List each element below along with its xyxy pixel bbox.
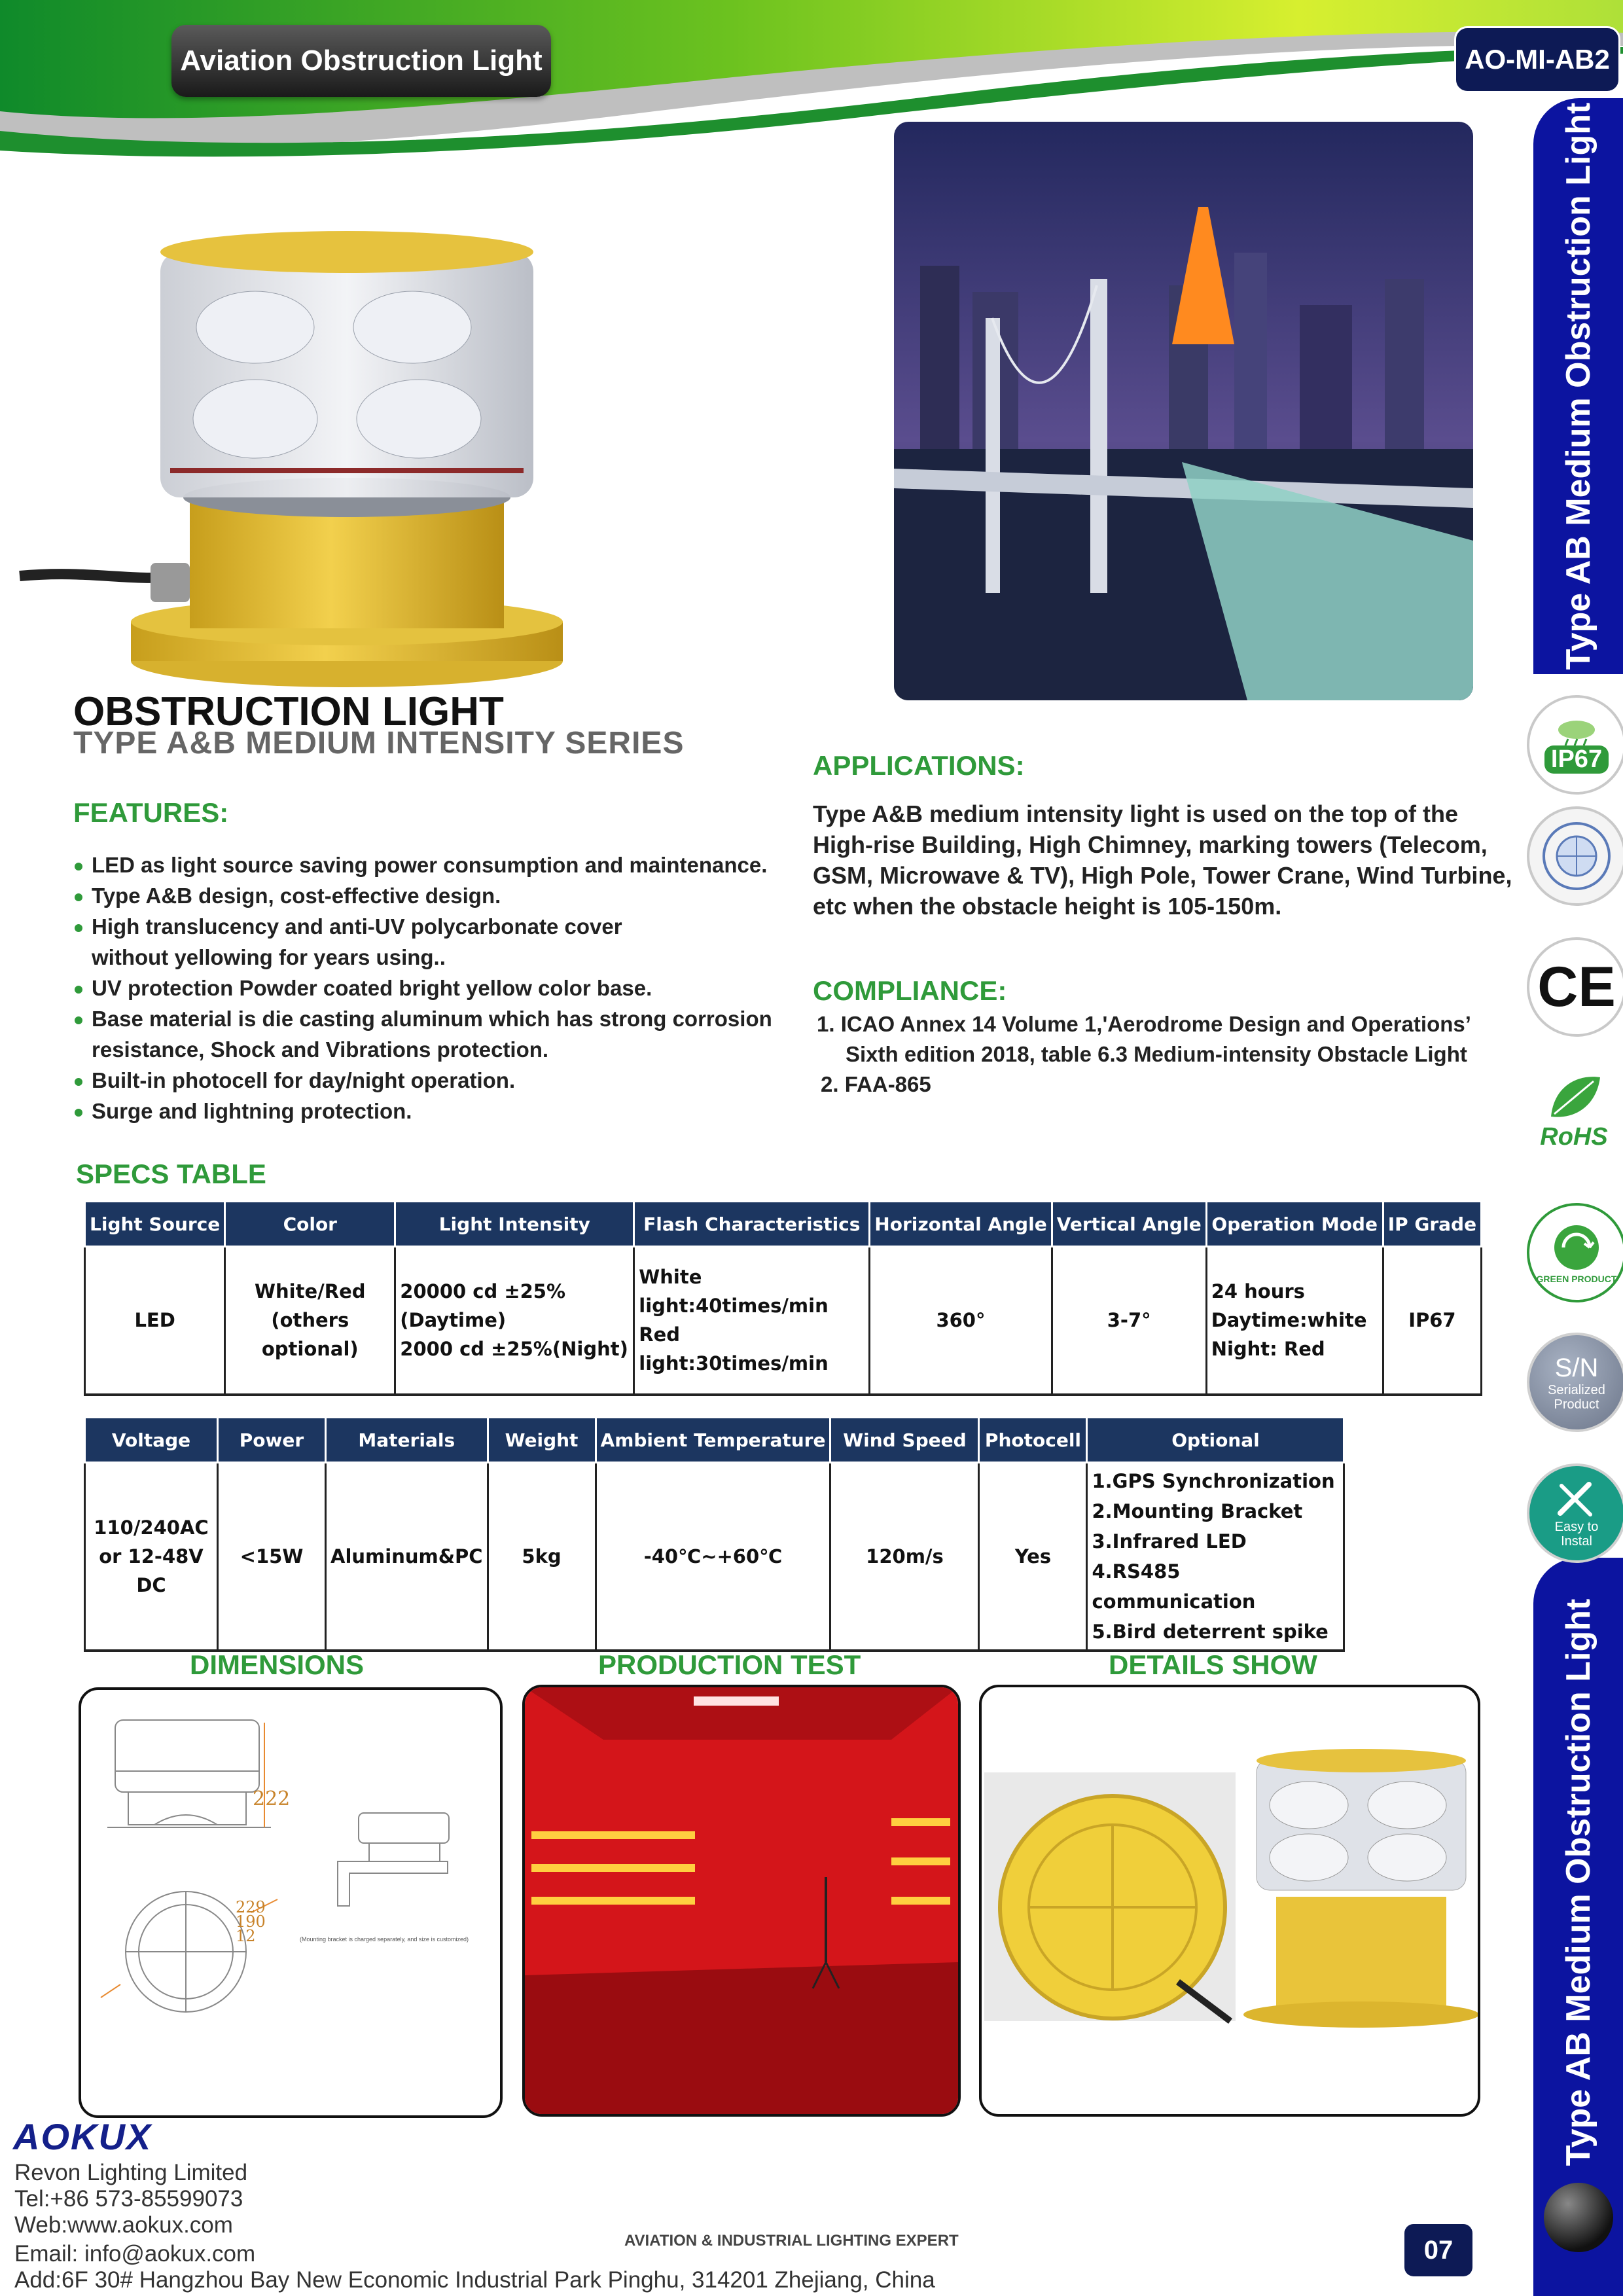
details-heading: DETAILS SHOW bbox=[1109, 1649, 1317, 1680]
feature-item: LED as light source saving power consumption and maintenance. bbox=[73, 850, 813, 880]
product-name: OBSTRUCTION LIGHT bbox=[73, 689, 504, 734]
details-photo bbox=[982, 1687, 1478, 2114]
specs-table-1 bbox=[84, 1200, 1482, 1396]
product-series: TYPE A&B MEDIUM INTENSITY SERIES bbox=[73, 726, 685, 761]
decorative-sphere-icon bbox=[1544, 2183, 1613, 2252]
side-band-top bbox=[1533, 98, 1623, 674]
table-cell bbox=[225, 1247, 395, 1395]
table-header: Light Intensity bbox=[395, 1202, 634, 1247]
production-test-panel bbox=[522, 1685, 961, 2117]
rohs-badge bbox=[1527, 1064, 1621, 1158]
features-list bbox=[73, 850, 813, 1126]
details-panel bbox=[979, 1685, 1480, 2117]
dimension-drawing bbox=[81, 1690, 500, 2115]
rohs-label: RoHS bbox=[1540, 1122, 1608, 1151]
table-header: Operation Mode bbox=[1206, 1202, 1383, 1247]
optional-item: 2.Mounting Bracket bbox=[1092, 1500, 1303, 1522]
cell-line: 24 hours bbox=[1211, 1280, 1305, 1303]
dimensions-panel bbox=[79, 1687, 503, 2118]
cell-line: 20000 cd ±25%(Daytime) bbox=[400, 1280, 566, 1332]
table-header: Photocell bbox=[979, 1418, 1087, 1463]
table-cell: <15W bbox=[218, 1463, 326, 1651]
green-product-badge bbox=[1527, 1203, 1623, 1302]
company-address: Add:6F 30# Hangzhou Bay New Economic Industrial Park Pinghu, 314201 Zhejiang, China bbox=[14, 2267, 935, 2293]
company-web[interactable]: Web:www.aokux.com bbox=[14, 2212, 233, 2238]
company-name: Revon Lighting Limited bbox=[14, 2160, 248, 2185]
table-header: Flash Characteristics bbox=[634, 1202, 870, 1247]
compliance-item-1: 1. ICAO Annex 14 Volume 1,'Aerodrome Design and Operations’ bbox=[817, 1012, 1471, 1036]
icao-globe-icon bbox=[1537, 817, 1616, 895]
serialized-label: Serialized Product bbox=[1548, 1382, 1605, 1412]
easy-install-label: Easy to Instal bbox=[1554, 1520, 1599, 1549]
serialized-badge bbox=[1527, 1333, 1623, 1432]
cell-line: White/Red bbox=[255, 1280, 366, 1303]
ip67-badge bbox=[1527, 695, 1623, 795]
company-tel: Tel:+86 573-85599073 bbox=[14, 2186, 243, 2212]
specs-heading: SPECS TABLE bbox=[76, 1158, 266, 1189]
cell-line: Red light:30times/min bbox=[639, 1323, 829, 1375]
easy-install-badge bbox=[1527, 1463, 1623, 1563]
wrench-screwdriver-icon bbox=[1554, 1478, 1599, 1520]
leaf-icon bbox=[1541, 1071, 1607, 1123]
feature-item: High translucency and anti-UV polycarbonate cover without yellowing for years using.. bbox=[73, 911, 681, 973]
side-band-bottom-text: Type AB Medium Obstruction Light bbox=[1559, 1598, 1597, 2166]
feature-item: UV protection Powder coated bright yellow color base. bbox=[73, 973, 813, 1003]
compliance-item-1-cont: Sixth edition 2018, table 6.3 Medium-intensity Obstacle Light bbox=[846, 1042, 1467, 1066]
dim-12-label: 12 bbox=[236, 1927, 256, 1945]
optional-item: 4.RS485 communication bbox=[1092, 1560, 1256, 1613]
cell-line: 2000 cd ±25%(Night) bbox=[400, 1338, 628, 1361]
cell-line: Night: Red bbox=[1211, 1338, 1325, 1361]
sn-label: S/N bbox=[1554, 1353, 1599, 1382]
ce-badge: CE bbox=[1527, 937, 1623, 1037]
table-cell bbox=[85, 1463, 218, 1651]
applications-text: Type A&B medium intensity light is used on the top of the High-rise Building, High Chimney, marking towers (Telecom, GSM, Microwave & TV), High Pole, Tower Crane, Wind Turbine, etc when the obstacle height is 105-150m. bbox=[813, 800, 1512, 920]
cell-line: Daytime:white bbox=[1211, 1309, 1367, 1332]
company-logo: AOKUX bbox=[13, 2116, 152, 2157]
table-header: Optional bbox=[1087, 1418, 1344, 1463]
table-header: Light Source bbox=[85, 1202, 225, 1247]
header-title: Aviation Obstruction Light bbox=[171, 25, 551, 97]
company-email[interactable]: Email: info@aokux.com bbox=[14, 2241, 256, 2267]
side-band-bottom bbox=[1533, 1558, 1623, 2296]
feature-item: Surge and lightning protection. bbox=[73, 1096, 813, 1126]
green-product-label: GREEN PRODUCT bbox=[1536, 1274, 1617, 1284]
table-header: Power bbox=[218, 1418, 326, 1463]
table-header: Voltage bbox=[85, 1418, 218, 1463]
applications-heading: APPLICATIONS: bbox=[813, 750, 1025, 781]
page-number: 07 bbox=[1404, 2224, 1472, 2276]
table-cell: 5kg bbox=[488, 1463, 596, 1651]
dim-229-label: 229 bbox=[236, 1898, 266, 1916]
icao-badge bbox=[1527, 806, 1623, 906]
features-heading: FEATURES: bbox=[73, 797, 229, 828]
rain-cloud-icon bbox=[1554, 717, 1599, 745]
table-cell: Aluminum&PC bbox=[326, 1463, 488, 1651]
product-photo bbox=[13, 190, 563, 687]
dim-222-label: 222 bbox=[253, 1787, 291, 1810]
table-cell bbox=[1206, 1247, 1383, 1395]
table-cell: 360° bbox=[870, 1247, 1052, 1395]
compliance-list bbox=[817, 1009, 1524, 1100]
city-bridge-photo bbox=[894, 122, 1473, 700]
table-cell: LED bbox=[85, 1247, 225, 1395]
recycle-globe-icon bbox=[1550, 1221, 1603, 1274]
model-code-badge: AO-MI-AB2 bbox=[1454, 26, 1620, 93]
compliance-heading: COMPLIANCE: bbox=[813, 975, 1007, 1006]
table-header: Color bbox=[225, 1202, 395, 1247]
table-header: IP Grade bbox=[1383, 1202, 1481, 1247]
dimensions-heading: DIMENSIONS bbox=[190, 1649, 365, 1680]
cell-line: 110/240AC bbox=[94, 1516, 209, 1539]
table-cell bbox=[1087, 1463, 1344, 1651]
table-cell: Yes bbox=[979, 1463, 1087, 1651]
cell-line: White light:40times/min bbox=[639, 1266, 829, 1318]
table-cell: -40℃~+60℃ bbox=[596, 1463, 830, 1651]
tagline: AVIATION & INDUSTRIAL LIGHTING EXPERT bbox=[624, 2232, 959, 2250]
compliance-item-2: 2. FAA-865 bbox=[821, 1072, 931, 1096]
table-cell: 120m/s bbox=[830, 1463, 979, 1651]
specs-table-2 bbox=[84, 1416, 1345, 1652]
side-band-top-text: Type AB Medium Obstruction Light bbox=[1559, 102, 1597, 670]
table-cell: IP67 bbox=[1383, 1247, 1481, 1395]
optional-item: 1.GPS Synchronization bbox=[1092, 1470, 1335, 1492]
table-header: Vertical Angle bbox=[1052, 1202, 1206, 1247]
cell-line: or 12-48V DC bbox=[99, 1545, 204, 1596]
cell-line: (others optional) bbox=[261, 1309, 359, 1361]
table-cell: 3-7° bbox=[1052, 1247, 1206, 1395]
ip67-label: IP67 bbox=[1544, 745, 1609, 774]
table-cell bbox=[634, 1247, 870, 1395]
production-test-photo bbox=[525, 1687, 958, 2114]
bracket-note: (Mounting bracket is charged separately, and size is customized) bbox=[300, 1936, 469, 1943]
table-header: Materials bbox=[326, 1418, 488, 1463]
table-cell bbox=[395, 1247, 634, 1395]
feature-item: Type A&B design, cost-effective design. bbox=[73, 880, 813, 911]
feature-item: Base material is die casting aluminum which has strong corrosion resistance, Shock and Vibrations protection. bbox=[73, 1003, 825, 1065]
table-header: Wind Speed bbox=[830, 1418, 979, 1463]
table-header: Horizontal Angle bbox=[870, 1202, 1052, 1247]
optional-item: 3.Infrared LED bbox=[1092, 1530, 1247, 1552]
feature-item: Built-in photocell for day/night operation. bbox=[73, 1065, 813, 1096]
production-heading: PRODUCTION TEST bbox=[598, 1649, 861, 1680]
table-header: Weight bbox=[488, 1418, 596, 1463]
optional-item: 5.Bird deterrent spike bbox=[1092, 1621, 1329, 1643]
table-header: Ambient Temperature bbox=[596, 1418, 830, 1463]
dim-190-label: 190 bbox=[236, 1912, 266, 1931]
